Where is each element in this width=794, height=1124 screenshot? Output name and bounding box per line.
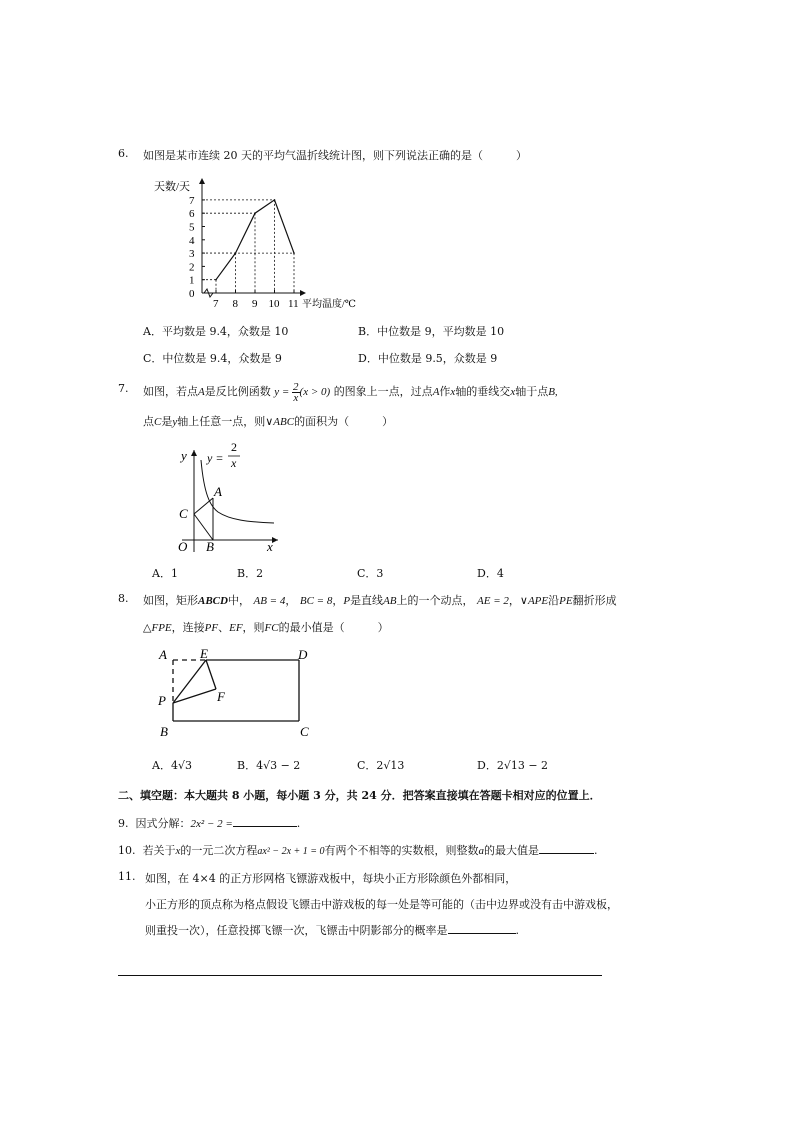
q7-option-d: D．4 — [477, 567, 504, 580]
section-2-heading: 二、填空题：本大题共 8 小题，每小题 3 分，共 24 分．把答案直接填在答题卡相对应的位置上． — [118, 789, 601, 802]
q8-text: ， — [332, 594, 344, 607]
y-tick-label: 3 — [189, 248, 195, 261]
y-tick-label: 7 — [189, 194, 195, 207]
data-point — [215, 279, 217, 281]
q10-text: 有两个不相等的实数根，则整数 — [324, 844, 479, 857]
q10-text: 的一元二次方程 — [180, 844, 258, 857]
q10-end: . — [594, 844, 598, 857]
q9-expr: 2x² − 2 = — [190, 818, 233, 830]
q11-text: 则重投一次），任意投掷飞镖一次，飞镖击中阴影部分的概率是 — [145, 924, 448, 937]
q8-number: 8. — [118, 592, 129, 605]
q8-ape: APE — [527, 595, 549, 607]
q8-text: ，∨ — [508, 594, 528, 607]
q7-option-c: C．3 — [357, 567, 384, 580]
q8-text: 中， — [227, 594, 250, 607]
q7-var-y: y — [172, 416, 178, 428]
q8-ab-line: AB — [383, 595, 397, 607]
q9-answer-blank[interactable] — [233, 815, 297, 827]
x-tick-label: 7 — [213, 298, 219, 310]
q8-text: 、 — [218, 621, 230, 634]
q9-end: . — [296, 817, 301, 830]
q8-ef: EF — [229, 622, 243, 634]
q6-option-b: B．中位数是 9，平均数是 10 — [358, 325, 505, 338]
q7-text: 的面积为（ ） — [294, 415, 394, 428]
q7-text: 轴上任意一点，则∨ — [177, 415, 274, 428]
q7-fig-b-label: B — [206, 539, 214, 554]
q8-pf: PF — [204, 622, 219, 634]
q8-line1: 如图，矩形ABCD中， AB = 4， BC = 8，P是直线AB上的一个动点， AE = 2，∨APE沿PE翻折形成 — [143, 594, 617, 607]
x-axis-label: 平均温度/℃ — [302, 299, 356, 310]
x-axis-arrow — [300, 290, 306, 296]
q8-text: 翻折形成 — [572, 594, 617, 607]
q8-fig-c: C — [300, 724, 309, 739]
q6-number: 6. — [118, 147, 129, 160]
q8-option-b: B．4√3 − 2 — [237, 759, 301, 772]
y-tick-label: 2 — [189, 261, 195, 274]
q7-point-b: B, — [548, 386, 558, 399]
q6-stem: 如图是某市连续 20 天的平均气温折线统计图，则下列说法正确的是（ ） — [143, 149, 527, 162]
q6-line-chart — [150, 174, 380, 314]
q7-text: 作 — [439, 385, 451, 399]
q8-p: P — [343, 595, 351, 607]
q10 — [118, 842, 598, 858]
q7-var-x: x — [510, 386, 516, 399]
q7-text: 是 — [161, 415, 173, 428]
q8-fig-p: P — [158, 693, 166, 708]
q9-number: 9. — [118, 817, 129, 830]
q7-point-c: C — [154, 416, 162, 428]
x-tick-label: 10 — [268, 298, 280, 310]
q10-var-a: a — [478, 845, 485, 857]
y-tick-label: 0 — [189, 288, 195, 300]
q8-rect: ABCD — [198, 595, 228, 607]
q7-line2 — [143, 413, 393, 429]
q7-text: 轴的垂线交 — [455, 385, 511, 399]
q8-fig-f: F — [217, 689, 225, 704]
q10-equation: ax² − 2x + 1 = 0 — [257, 846, 325, 857]
q11-end: . — [515, 924, 519, 937]
q8-text: 如图，矩形 — [143, 594, 198, 607]
x-tick-label: 8 — [232, 298, 238, 310]
q8-ae: AE = 2 — [477, 595, 509, 607]
q7-text: 如图，若点 — [143, 385, 198, 399]
y-tick-label: 5 — [189, 221, 195, 234]
q8-fpe: FPE — [151, 622, 172, 634]
q8-fig-e: E — [200, 646, 208, 661]
q7-fig-o-label: O — [178, 539, 188, 554]
q7-text: 是反比例函数 — [204, 385, 271, 399]
data-point — [254, 212, 256, 214]
q10-var-x: x — [175, 845, 181, 857]
x-tick-label: 9 — [252, 298, 258, 310]
q7-fig-a-label: A — [214, 484, 222, 499]
q8-fig-b: B — [160, 724, 168, 739]
data-point — [235, 252, 237, 254]
q8-text: 上的一个动点， — [396, 594, 474, 607]
q7-point-a: A — [432, 386, 440, 399]
q7-function: y = $\frac{2}{x}$ (x > 0) — [274, 381, 331, 404]
q7-triangle: ABC — [273, 416, 295, 428]
q11-line2: 小正方形的顶点称为格点假设飞镖击中游戏板的每一处是等可能的（击中边界或没有击中游戏板， — [145, 898, 618, 911]
q8-text: △ — [143, 621, 152, 634]
data-point — [274, 199, 276, 201]
q7-fig-num: 2 — [231, 440, 237, 454]
data-point — [293, 252, 295, 254]
q8-fig-d: D — [298, 647, 308, 662]
q8-figure — [155, 643, 325, 743]
y-tick-label: 4 — [189, 234, 195, 247]
q7-text: 的图象上一点，过点 — [333, 385, 433, 399]
q8-fc: FC — [264, 622, 279, 634]
q8-bc: BC = 8 — [299, 595, 333, 607]
y-tick-label: 1 — [189, 274, 195, 287]
q7-text: 点 — [143, 415, 154, 428]
q7-number: 7. — [118, 382, 129, 395]
q8-text: 沿 — [548, 594, 560, 607]
q9-text: 因式分解： — [135, 817, 191, 830]
y-axis-label: 天数/天 — [154, 181, 191, 193]
q7-fig-c-label: C — [179, 506, 188, 521]
q7-option-b: B．2 — [237, 567, 264, 580]
q8-ab: AB = 4 — [253, 595, 286, 607]
q7-text: 轴于点 — [515, 385, 549, 399]
q8-option-c: C．2√13 — [357, 759, 405, 772]
q8-text: ，连接 — [171, 621, 205, 634]
q7-option-a: A．1 — [152, 567, 178, 580]
q7-fig-x-label: x — [267, 539, 273, 554]
q8-line2 — [143, 619, 389, 635]
q8-text: 是直线 — [350, 594, 384, 607]
y-tick-label: 6 — [189, 208, 195, 221]
q8-text: ，则 — [242, 621, 265, 634]
q11-line3 — [145, 922, 519, 938]
q7-point-a: A — [198, 386, 205, 399]
q7-fig-y-label: y — [181, 448, 187, 463]
q11-answer-blank[interactable] — [448, 922, 516, 934]
q10-number: 10. — [118, 844, 136, 857]
q11-line1: 如图，在 4×4 的正方形网格飞镖游戏板中，每块小正方形除颜色外都相同， — [145, 872, 517, 885]
q7-fig-den: x — [231, 456, 237, 470]
q10-text: 若关于 — [142, 844, 176, 857]
q9 — [118, 815, 300, 831]
q7-line1 — [143, 382, 558, 403]
q7-figure — [170, 434, 290, 556]
q8-option-d: D．2√13 − 2 — [477, 759, 549, 772]
q8-option-a: A．4√3 — [152, 759, 192, 772]
q11-number: 11. — [118, 870, 136, 883]
series-line — [216, 200, 294, 280]
q10-text: 的最大值是 — [484, 844, 540, 857]
q6-option-a: A．平均数是 9.4，众数是 10 — [143, 325, 289, 338]
q10-answer-blank[interactable] — [539, 842, 594, 854]
footer-rule — [118, 975, 602, 976]
y-axis-arrow — [199, 178, 205, 184]
q6-option-d: D．中位数是 9.5，众数是 9 — [358, 352, 498, 365]
q7-var-x: x — [450, 386, 456, 399]
q8-text: 的最小值是（ ） — [278, 621, 389, 634]
q8-pe: PE — [559, 595, 573, 607]
x-tick-label: 11 — [288, 298, 299, 310]
q6-option-c: C．中位数是 9.4，众数是 9 — [143, 352, 282, 365]
q7-fig-eq: y = — [207, 451, 224, 465]
q8-fig-a: A — [159, 647, 167, 662]
